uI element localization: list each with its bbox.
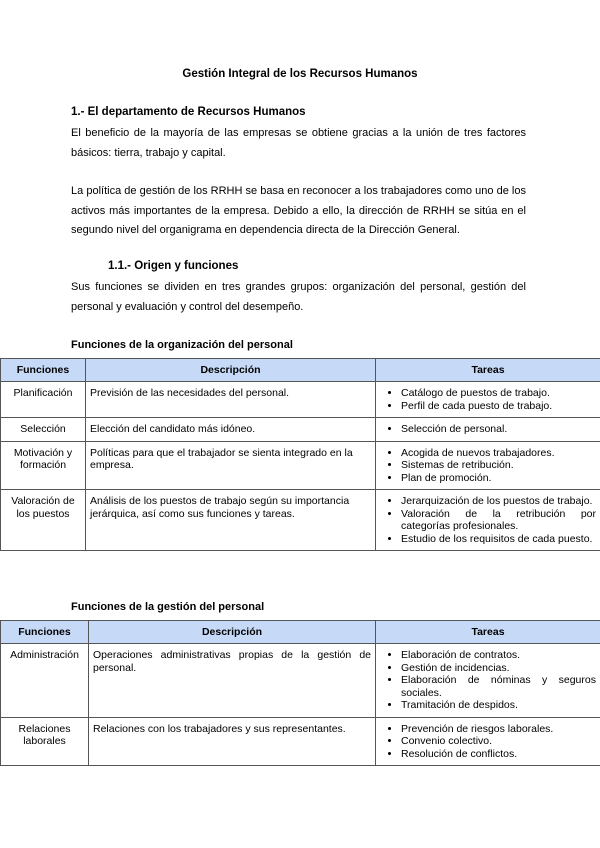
paragraph-funciones: Sus funciones se dividen en tres grandes grupos: organización del personal, gestión del personal y evaluación y control del desempeño.: [71, 281, 526, 313]
task-item: • Elaboración de nóminas y seguros sociales.: [401, 674, 596, 699]
cell-tareas: [376, 644, 600, 718]
header-tareas: Tareas: [376, 621, 600, 644]
table-row: [1, 717, 600, 766]
cell-tareas: [376, 717, 600, 766]
cell-funcion: Planificación: [1, 382, 86, 418]
cell-descripcion: Análisis de los puestos de trabajo según su importancia jerárquica, así como sus funciones y tareas.: [86, 490, 376, 551]
cell-funcion: Motivación y formación: [1, 441, 86, 490]
table-header-row: [1, 621, 600, 644]
cell-funcion: Selección: [1, 418, 86, 442]
table1-caption: Funciones de la organización del personal: [71, 339, 293, 351]
task-item: • Resolución de conflictos.: [401, 748, 596, 761]
task-item: • Sistemas de retribución.: [401, 459, 596, 472]
cell-funcion: Relaciones laborales: [1, 717, 89, 766]
header-descripcion: Descripción: [89, 621, 376, 644]
cell-funcion: Valoración de los puestos: [1, 490, 86, 551]
task-item: • Selección de personal.: [401, 423, 596, 436]
header-funciones: Funciones: [1, 621, 89, 644]
header-funciones: Funciones: [1, 359, 86, 382]
task-item: • Tramitación de despidos.: [401, 699, 596, 712]
cell-tareas: [376, 441, 600, 490]
cell-tareas: [376, 490, 600, 551]
task-item: • Catálogo de puestos de trabajo.: [401, 387, 596, 400]
task-item: • Perfil de cada puesto de trabajo.: [401, 400, 596, 413]
cell-tareas: [376, 418, 600, 442]
header-descripcion: Descripción: [86, 359, 376, 382]
table-row: [1, 441, 600, 490]
task-item: • Jerarquización de los puestos de trabajo.: [401, 495, 596, 508]
table-row: [1, 382, 600, 418]
task-item: • Prevención de riesgos laborales.: [401, 723, 596, 736]
task-item: • Plan de promoción.: [401, 472, 596, 485]
table-organizacion: [0, 358, 600, 551]
cell-descripcion: Operaciones administrativas propias de la gestión de personal.: [89, 644, 376, 718]
task-item: • Estudio de los requisitos de cada puesto.: [401, 533, 596, 546]
paragraph-politica: La política de gestión de los RRHH se basa en reconocer a los trabajadores como uno de los activos más importantes de la empresa. Debido a ello, la dirección de RRHH se sitúa en el segundo nivel del organigrama en dependencia directa de la Dirección General.: [71, 185, 526, 236]
paragraph-factores: El beneficio de la mayoría de las empresas se obtiene gracias a la unión de tres factores básicos: tierra, trabajo y capital.: [71, 127, 526, 159]
task-item: • Elaboración de contratos.: [401, 649, 596, 662]
header-tareas: Tareas: [376, 359, 600, 382]
table-row: [1, 490, 600, 551]
section-heading-1-1: 1.1.- Origen y funciones: [108, 260, 239, 272]
document-title: Gestión Integral de los Recursos Humanos: [182, 68, 418, 80]
table2-caption: Funciones de la gestión del personal: [71, 601, 265, 613]
section-heading-1: 1.- El departamento de Recursos Humanos: [71, 106, 306, 118]
cell-descripcion: Relaciones con los trabajadores y sus representantes.: [89, 717, 376, 766]
task-item: • Gestión de incidencias.: [401, 662, 596, 675]
cell-descripcion: Elección del candidato más idóneo.: [86, 418, 376, 442]
table-header-row: [1, 359, 600, 382]
task-item: • Valoración de la retribución por categorías profesionales.: [401, 508, 596, 533]
cell-tareas: [376, 382, 600, 418]
cell-descripcion: Previsión de las necesidades del personal.: [86, 382, 376, 418]
cell-descripcion: Políticas para que el trabajador se sienta integrado en la empresa.: [86, 441, 376, 490]
cell-funcion: Administración: [1, 644, 89, 718]
task-item: • Convenio colectivo.: [401, 735, 596, 748]
table-row: [1, 418, 600, 442]
table-row: [1, 644, 600, 718]
table-gestion: [0, 620, 600, 766]
task-item: • Acogida de nuevos trabajadores.: [401, 447, 596, 460]
